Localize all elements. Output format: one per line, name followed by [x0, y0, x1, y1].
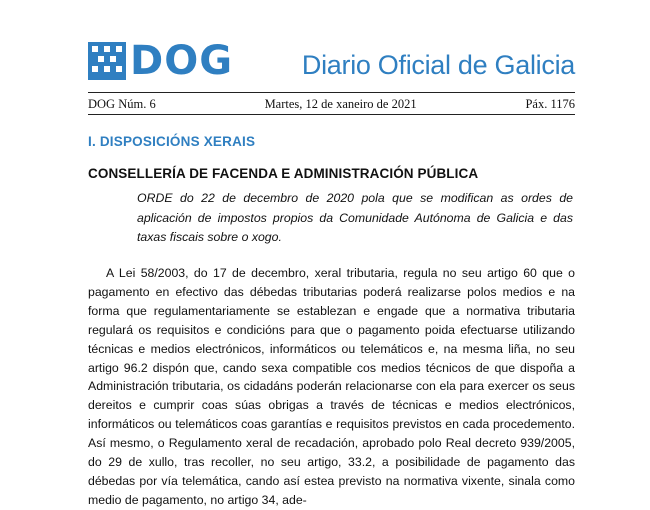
galicia-emblem-icon	[88, 42, 126, 80]
publication-title: Diario Oficial de Galicia	[301, 50, 575, 80]
issue-date: Martes, 12 de xaneiro de 2021	[264, 97, 417, 111]
page-number: Páx. 1176	[525, 97, 575, 111]
header-top-rule	[88, 92, 575, 93]
header-bottom-rule	[88, 114, 575, 115]
issue-header	[88, 97, 575, 112]
department-title: CONSELLERÍA DE FACENDA E ADMINISTRACIÓN PÚBLICA	[88, 166, 479, 181]
dog-logo	[88, 40, 233, 82]
section-title: I. DISPOSICIÓNS XERAIS	[88, 134, 256, 149]
order-title: ORDE do 22 de decembro de 2020 pola que se modifican as ordes de aplicación de impostos propios da Comunidade Autónoma de Galicia e das taxas fiscais sobre o xogo.	[137, 191, 573, 244]
body-paragraph: A Lei 58/2003, do 17 de decembro, xeral tributaria, regula no seu artigo 60 que o pagamento en efectivo das débedas tributarias poderá realizarse polos medios e na forma que regulamentariamente se establezan e engade que a normativa tributaria regulará os requisitos e condicións para que o pagamento poida efectuarse utilizando técnicas e medios electrónicos, informáticos ou telemáticos e, na mesma liña, no seu artigo 96.2 dispón que, cando sexa compatible cos medios técnicos de que dispoña a Administración tributaria, os cidadáns poderán relacionarse con ela para exercer os seus dereitos e cumprir coas súas obrigas a través de técnicas e medios electrónicos, informáticos ou telemáticos coas garantías e requisitos previstos en cada procedemento. Así mesmo, o Regulamento xeral de recadación, aprobado polo Real decreto 939/2005, do 29 de xullo, tras recoller, no seu artigo, 33.2, a posibilidade de pagamento das débedas por vía telemática, cando así estea previsto na normativa vixente, sinala como medio de pagamento, no artigo 34, ade-	[88, 266, 575, 507]
issue-number: DOG Núm. 6	[88, 97, 156, 111]
logo-text: DOG	[130, 38, 234, 84]
